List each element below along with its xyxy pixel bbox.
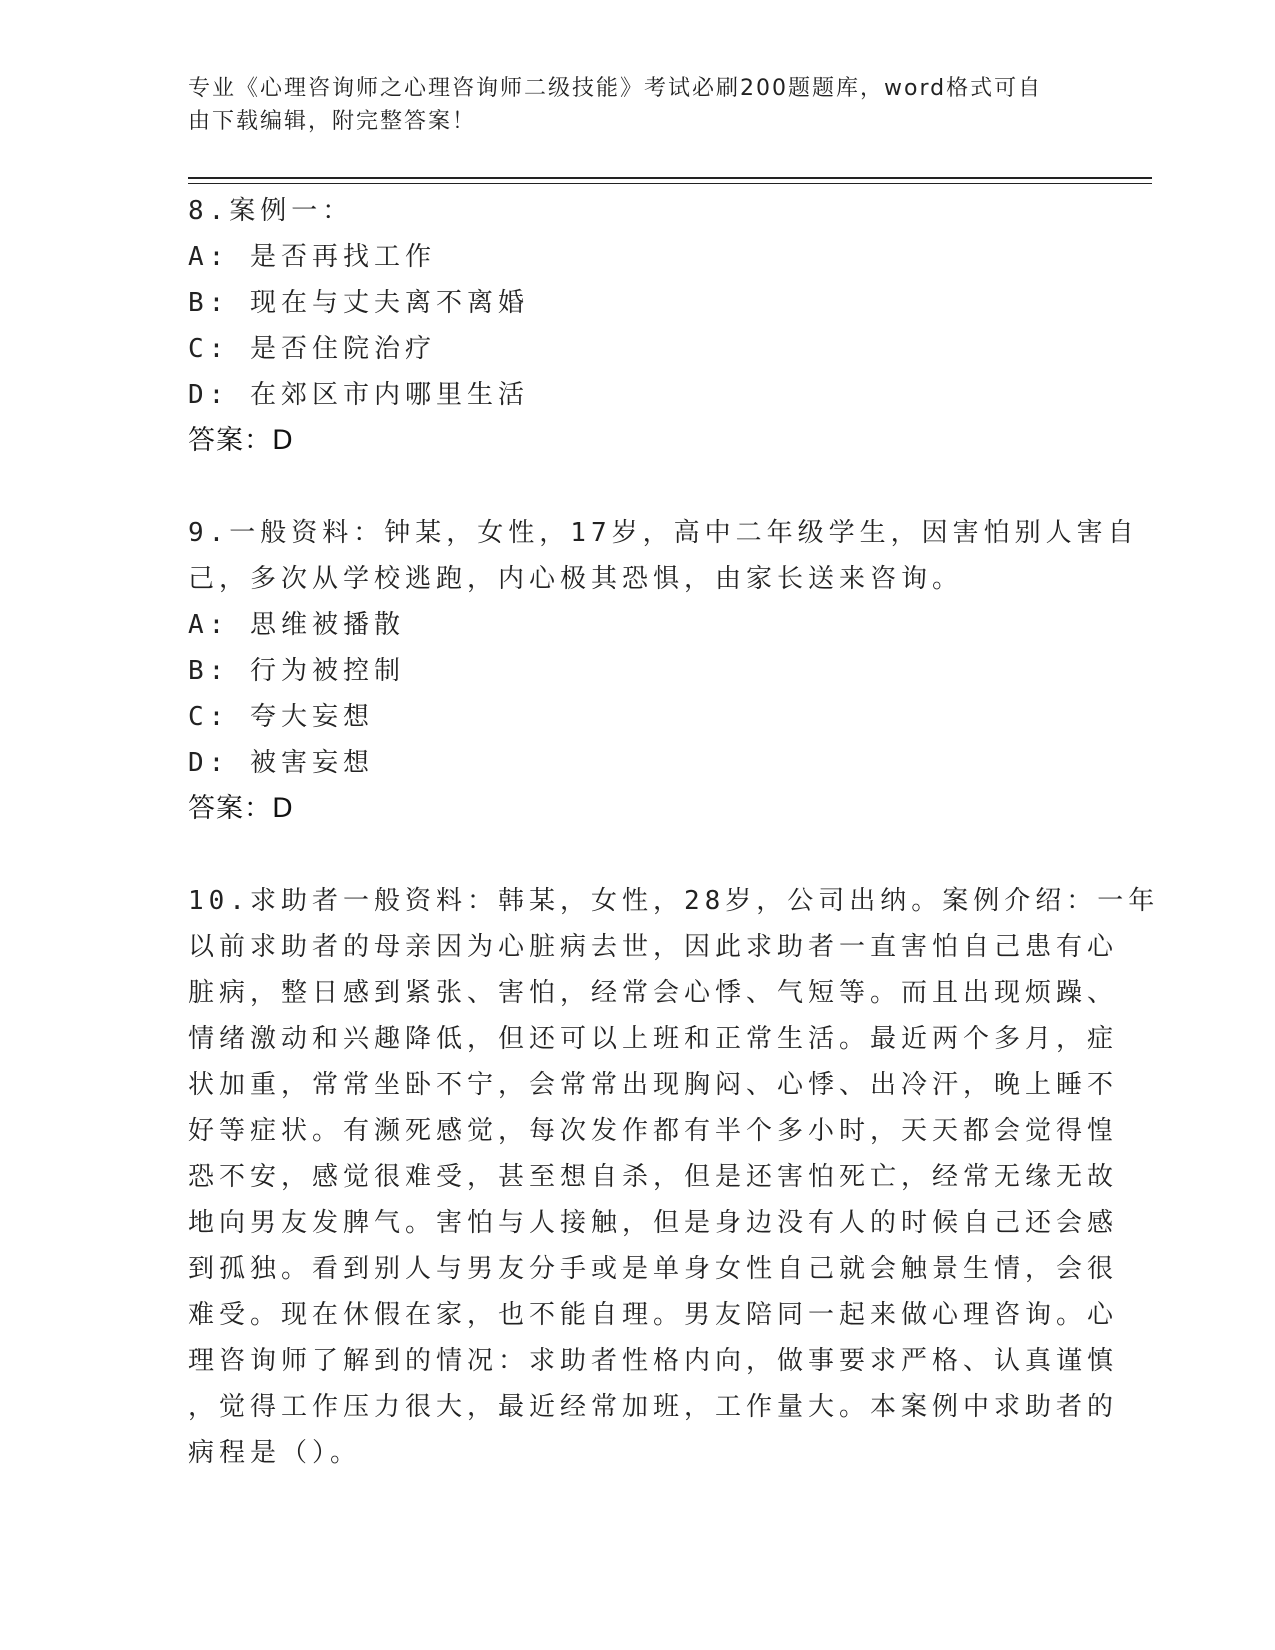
- header-divider-thick: [188, 177, 1152, 179]
- option-b: B: 现在与丈夫离不离婚: [188, 288, 529, 318]
- question-stem-line-8: 地向男友发脾气。害怕与人接触，但是身边没有人的时候自己还会感: [188, 1208, 1119, 1238]
- spacer: [188, 832, 1088, 878]
- question-stem-line-4: 情绪激动和兴趣降低，但还可以上班和正常生活。最近两个多月，症: [188, 1024, 1119, 1054]
- header-divider-thin: [188, 183, 1152, 184]
- question-stem-line-9: 到孤独。看到别人与男友分手或是单身女性自己就会触景生情，会很: [188, 1254, 1119, 1284]
- question-stem-line-6: 好等症状。有濒死感觉，每次发作都有半个多小时，天天都会觉得惶: [188, 1116, 1119, 1146]
- question-stem-line-1: 9.一般资料：钟某，女性，17岁，高中二年级学生，因害怕别人害自: [188, 518, 1139, 548]
- document-header: [188, 72, 1068, 138]
- header-line-1: 专业《心理咨询师之心理咨询师二级技能》考试必刷200题题库，word格式可自: [188, 76, 1043, 101]
- question-9: [188, 510, 1139, 832]
- question-stem-line-7: 恐不安，感觉很难受，甚至想自杀，但是还害怕死亡，经常无缘无故: [188, 1162, 1119, 1192]
- question-stem-line-11: 理咨询师了解到的情况：求助者性格内向，做事要求严格、认真谨慎: [188, 1346, 1119, 1376]
- question-stem-line-12: ，觉得工作压力很大，最近经常加班，工作量大。本案例中求助者的: [188, 1392, 1119, 1422]
- question-stem-line-13: 病程是（）。: [188, 1438, 362, 1468]
- question-8: [188, 188, 1088, 464]
- option-d: D: 被害妄想: [188, 748, 374, 778]
- header-line-2: 由下载编辑，附完整答案！: [188, 109, 477, 134]
- option-c: C: 是否住院治疗: [188, 334, 436, 364]
- question-stem-line-10: 难受。现在休假在家，也不能自理。男友陪同一起来做心理咨询。心: [188, 1300, 1119, 1330]
- option-a: A: 思维被播散: [188, 610, 405, 640]
- option-a: A: 是否再找工作: [188, 242, 436, 272]
- question-stem-line-2: 己，多次从学校逃跑，内心极其恐惧，由家长送来咨询。: [188, 564, 964, 594]
- question-stem-line-3: 脏病，整日感到紧张、害怕，经常会心悸、气短等。而且出现烦躁、: [188, 978, 1119, 1008]
- answer: 答案：D: [188, 425, 294, 456]
- option-b: B: 行为被控制: [188, 656, 405, 686]
- question-stem: 8.案例一：: [188, 196, 354, 226]
- question-list: [188, 188, 1160, 1476]
- option-d: D: 在郊区市内哪里生活: [188, 380, 529, 410]
- question-stem-line-5: 状加重，常常坐卧不宁，会常常出现胸闷、心悸、出冷汗，晚上睡不: [188, 1070, 1119, 1100]
- spacer: [188, 464, 1088, 510]
- answer: 答案：D: [188, 793, 294, 824]
- question-stem-line-1: 10.求助者一般资料：韩某，女性，28岁，公司出纳。案例介绍：一年: [188, 886, 1160, 916]
- option-c: C: 夸大妄想: [188, 702, 374, 732]
- question-stem-line-2: 以前求助者的母亲因为心脏病去世，因此求助者一直害怕自己患有心: [188, 932, 1119, 962]
- question-10: [188, 878, 1160, 1476]
